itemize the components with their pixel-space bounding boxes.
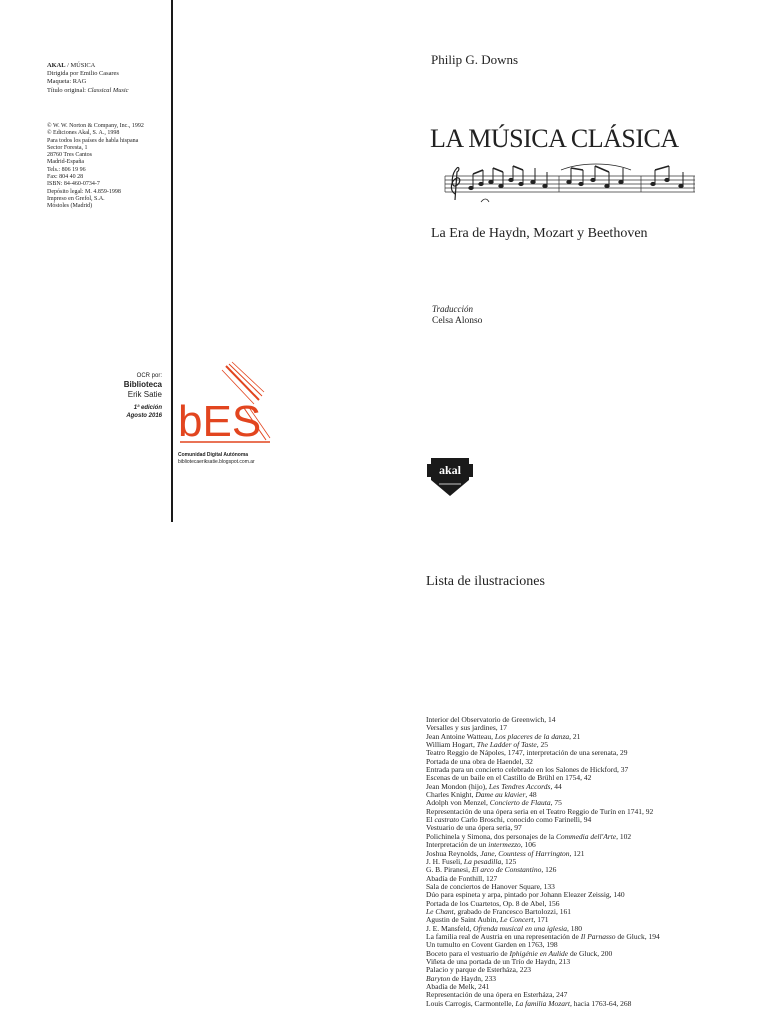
illustration-text: Portada de una obra de Haendel, 32 — [426, 756, 533, 766]
illustration-title: castrato — [434, 815, 460, 825]
illustration-text: Portada de los Cuartetos, Op. 8 de Abel, 156 — [426, 898, 560, 908]
illustration-text: Louis Carrogis, Carmontelle, — [426, 998, 516, 1008]
illustration-text: , 171 — [533, 915, 549, 925]
illustration-text: , 180 — [566, 923, 582, 933]
series-brand: AKAL — [47, 62, 66, 69]
illustration-text: Viñeta de una portada de un Trío de Haydn, 213 — [426, 956, 571, 966]
translation-label: Traducción — [432, 304, 474, 314]
bes-caption — [178, 452, 255, 466]
series-credits — [47, 62, 129, 95]
translator-name: Celsa Alonso — [432, 316, 483, 326]
copyright-line: © W. W. Norton & Company, Inc., 1992 — [47, 123, 144, 129]
layout-credit: Maqueta: RAG — [47, 78, 87, 86]
book-title: LA MÚSICA CLÁSICA — [430, 124, 679, 153]
illustration-title: intermezzo — [488, 840, 521, 850]
illustration-text: , 75 — [550, 798, 562, 808]
copyright-line: © Ediciones Akal, S. A., 1998 — [47, 130, 120, 137]
copyright-line: Impreso en Grefol, S.A. — [47, 195, 105, 202]
series-director: Dirigida por Emilio Casares — [47, 70, 119, 78]
ocr-edition: 1ª edición — [133, 405, 162, 411]
illustration-title: Los placeres de la danza — [494, 731, 570, 741]
series-line — [47, 62, 129, 70]
bes-url: bibliotecaeriksatie.blogspot.com.ar — [178, 459, 255, 465]
illustration-text: Palacio y parque de Esterháza, 223 — [426, 965, 531, 975]
illustration-text: Interior del Observatorio de Greenwich, 14 — [426, 715, 556, 724]
illustration-text: El — [426, 815, 435, 825]
illustration-text: William Hogart, — [426, 740, 477, 750]
illustration-text: , 21 — [569, 731, 581, 741]
illustration-title: The Ladder of Taste — [476, 740, 537, 750]
ocr-erik-satie: Erik Satie — [127, 390, 162, 399]
illustration-text: Interpretación de un — [426, 840, 489, 850]
ocr-label: OCR por: — [136, 373, 162, 379]
illustration-text: Abadía de Fonthill, 127 — [426, 873, 498, 883]
illustration-title: Les Tendres Accords — [488, 781, 551, 791]
illustration-text: de Gluck, 194 — [615, 931, 660, 941]
illustration-title: Le Concert — [499, 915, 534, 925]
illustration-text: Jean Mondon (hijo), — [426, 781, 489, 791]
illustration-text: Representación de una ópera seria en el Teatro Reggio de Turín en 1741, 92 — [426, 806, 654, 816]
illustration-title: El arco de Constantino — [471, 865, 542, 875]
bes-logo-text: bES — [178, 397, 262, 446]
music-score-image — [441, 160, 695, 208]
original-title-label: Título original: — [47, 86, 88, 94]
copyright-line: Depósito legal: M. 4.859-1998 — [47, 188, 121, 195]
original-title: Classical Music — [87, 86, 129, 94]
illustration-text: Vestuario de una ópera seria, 97 — [426, 823, 522, 833]
illustration-text: Un tumulto en Covent Garden en 1763, 198 — [426, 940, 558, 950]
copyright-line: Móstoles (Madrid) — [47, 203, 93, 210]
illustration-text: J. H. Fuseli, — [426, 856, 464, 866]
illustration-text: , 102 — [616, 831, 632, 841]
book-subtitle: La Era de Haydn, Mozart y Beethoven — [431, 226, 648, 241]
original-title-line — [47, 87, 129, 95]
illustration-title: Concierto de Flauta — [489, 798, 551, 808]
illustration-text: Abadía de Melk, 241 — [426, 982, 490, 991]
copyright-line: ISBN: 84-460-0734-7 — [47, 181, 100, 188]
illustration-text: , 125 — [501, 856, 517, 866]
copyright-line: Para todos los países de habla hispana — [47, 137, 139, 144]
ocr-biblioteca: Biblioteca — [123, 380, 162, 389]
illustration-text: Dúo para espineta y arpa, pintado por Johann Eleazer Zeissig, 140 — [426, 890, 625, 900]
illustration-title: Il Parnasso — [580, 931, 616, 941]
illustration-text: , 121 — [569, 848, 585, 858]
illustration-text: Carlo Broschi, conocido como Farinelli, 94 — [459, 815, 592, 825]
illustration-text: J. E. Mansfeld, — [426, 923, 474, 933]
illustrations-heading: Lista de ilustraciones — [426, 574, 545, 589]
vertical-divider — [171, 0, 173, 522]
illustration-title: Dame au klavier — [475, 790, 526, 800]
illustration-text: , 48 — [525, 790, 537, 800]
illustration-text: Charles Knight, — [426, 790, 476, 800]
illustration-text: , 25 — [536, 740, 548, 750]
copyright-line: Tels.: 806 19 96 — [47, 166, 86, 173]
illustration-title: La pesadilla — [463, 856, 502, 866]
copyright-line: 28760 Tres Cantos — [47, 152, 93, 159]
copyright-block — [47, 123, 144, 211]
illustration-text: , 126 — [541, 865, 557, 875]
ocr-date: Agosto 2016 — [126, 413, 162, 419]
illustration-text: , 106 — [520, 840, 536, 850]
illustration-title: La familia Mozart — [515, 998, 570, 1008]
illustration-text: Polichinela y Simona, dos personajes de la — [426, 831, 556, 841]
series-name: / MÚSICA — [65, 62, 96, 69]
ocr-credit — [100, 372, 162, 420]
copyright-line: Fax: 804 40 28 — [47, 174, 84, 181]
illustration-text: La familia real de Austria en una representación de — [426, 931, 581, 941]
illustration-item — [426, 1000, 660, 1008]
illustration-text: Jean Antoine Watteau, — [426, 731, 495, 741]
author: Philip G. Downs — [431, 52, 519, 67]
illustration-text: Agustin de Saint Aubin, — [426, 915, 500, 925]
illustration-text: Joshua Reynolds, — [426, 848, 481, 858]
bes-community: Comunidad Digital Autónoma — [178, 452, 249, 458]
illustration-text: Escenas de un baile en el Castillo de Brühl en 1754, 42 — [426, 773, 592, 783]
illustration-text: , 44 — [550, 781, 562, 791]
illustration-text: de Haydn, 233 — [450, 973, 496, 983]
illustrations-list — [426, 716, 660, 1008]
illustration-text: Versalles y sus jardines, 17 — [426, 723, 508, 733]
illustration-title: Jane, Countess of Harrington — [480, 848, 570, 858]
akal-publisher-logo — [425, 452, 475, 498]
bes-logo — [174, 358, 274, 450]
copyright-line: Sector Foresta, 1 — [47, 144, 88, 151]
illustration-title: Le Chant — [426, 906, 454, 916]
illustration-text: Teatro Reggio de Nápoles, 1747, interpretación de una serenata, 29 — [426, 748, 628, 758]
illustration-text: Adolph von Menzel, — [426, 798, 490, 808]
illustration-title: Commedia dell'Arte — [555, 831, 617, 841]
illustration-text: Boceto para el vestuario de — [426, 948, 510, 958]
illustration-title: Baryton — [426, 973, 451, 983]
copyright-line: Madrid-España — [47, 159, 84, 166]
illustration-text: de Gluck, 200 — [568, 948, 613, 958]
illustration-text: , grabado de Francesco Bartolozzi, 161 — [453, 906, 571, 916]
illustration-text: G. B. Piranesi, — [426, 865, 472, 875]
illustration-text: Entrada para un concierto celebrado en los Salones de Hickford, 37 — [426, 765, 629, 775]
illustration-text: Sala de conciertos de Hanover Square, 133 — [426, 881, 555, 891]
illustration-text: , hacia 1763-64, 268 — [569, 998, 632, 1008]
illustration-title: Iphigénie en Aulide — [509, 948, 569, 958]
akal-logo-text: akal — [438, 463, 462, 477]
illustration-title: Ofrenda musical en una iglesia — [473, 923, 567, 933]
illustration-text: Representación de una ópera en Esterháza, 247 — [426, 990, 568, 1000]
